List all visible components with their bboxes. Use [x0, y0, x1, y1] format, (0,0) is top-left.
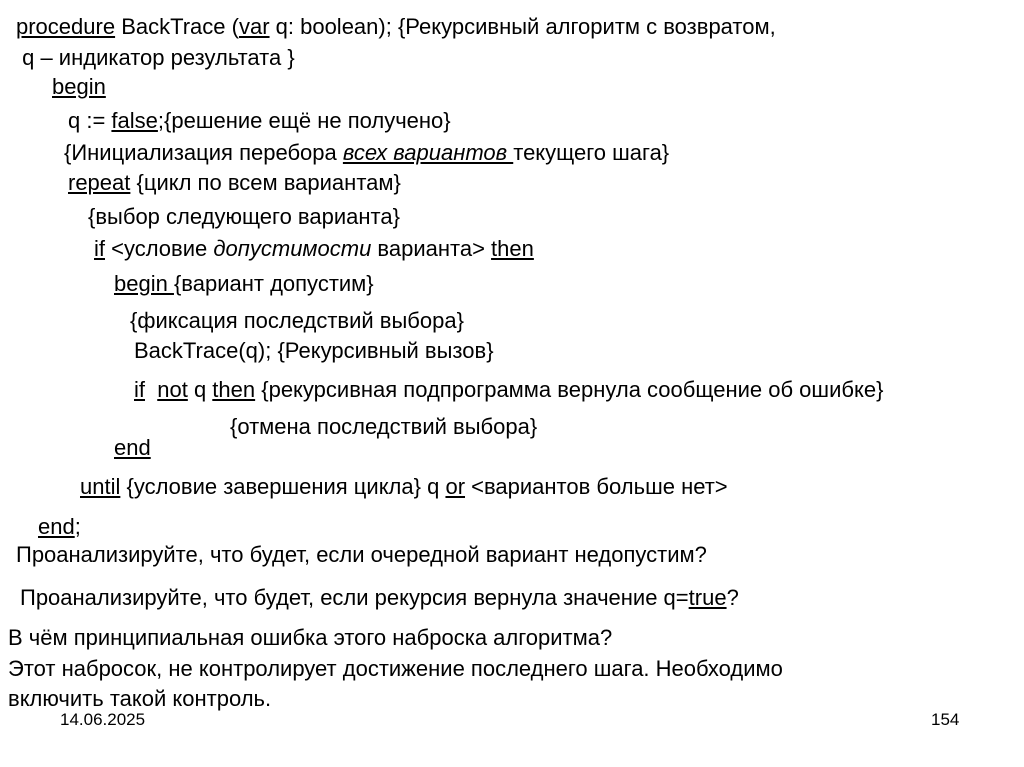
footer-date: 14.06.2025: [60, 710, 146, 729]
code-line-end: [38, 514, 81, 540]
code-line-if-not-q: [134, 377, 883, 403]
code-line-init-enum: [64, 140, 669, 166]
code-segment: ;: [74, 514, 81, 539]
code-segment: варианта>: [371, 236, 492, 261]
code-segment: {фиксация последствий выбора}: [130, 308, 464, 333]
code-segment: false: [111, 108, 158, 133]
code-segment: <условие: [105, 236, 214, 261]
code-segment: begin: [114, 271, 174, 296]
code-segment: {выбор следующего варианта}: [88, 204, 400, 229]
code-segment: q: [187, 377, 213, 402]
code-segment: if: [134, 377, 145, 402]
page-number: 154: [931, 710, 960, 729]
code-segment: BackTrace(q); {Рекурсивный вызов}: [134, 338, 494, 363]
code-line-repeat: [68, 170, 401, 196]
answer-line-2: включить такой контроль.: [8, 686, 272, 711]
code-line-inner-end: [114, 435, 151, 461]
question-invalid-variant: Проанализируйте, что будет, если очередной вариант недопустим?: [16, 542, 707, 567]
question-recursion-true: [20, 585, 739, 611]
code-line-comment-cont: [16, 45, 295, 71]
code-line-begin: [52, 74, 106, 100]
code-segment: BackTrace (: [115, 14, 239, 39]
code-segment: q – индикатор результата }: [16, 45, 295, 70]
code-line-until: [80, 474, 728, 500]
code-line-init-q: [68, 108, 451, 134]
code-segment: not: [157, 377, 188, 402]
code-segment: {Инициализация перебора: [64, 140, 343, 165]
code-segment: всех вариантов: [342, 140, 514, 165]
code-segment: or: [445, 474, 466, 499]
code-segment: until: [80, 474, 121, 499]
question-recursion-true-text: Проанализируйте, что будет, если рекурсия вернула значение q=: [20, 585, 689, 610]
code-line-procedure-header: [16, 14, 776, 40]
code-segment: <вариантов больше нет>: [465, 474, 728, 499]
code-line-choose-next: [88, 204, 400, 230]
code-segment: procedure: [16, 14, 116, 39]
code-segment: var: [238, 14, 270, 39]
code-segment: [145, 377, 157, 402]
code-segment: {отмена последствий выбора}: [230, 414, 538, 439]
code-segment: {условие завершения цикла} q: [120, 474, 446, 499]
code-line-recursive-call: [134, 338, 494, 364]
code-segment: текущего шага}: [513, 140, 670, 165]
true-keyword: true: [688, 585, 727, 610]
code-segment: {вариант допустим}: [173, 271, 374, 296]
code-line-inner-begin: [114, 271, 374, 297]
code-segment: {цикл по всем вариантам}: [130, 170, 401, 195]
code-segment: end: [114, 435, 151, 460]
code-segment: then: [491, 236, 534, 261]
answer-line-1: Этот набросок, не контролирует достижение последнего шага. Необходимо: [8, 656, 783, 681]
code-segment: if: [94, 236, 105, 261]
code-segment: ;{решение ещё не получено}: [157, 108, 451, 133]
code-segment: repeat: [68, 170, 131, 195]
question-mark: ?: [726, 585, 739, 610]
code-segment: begin: [52, 74, 106, 99]
code-segment: then: [212, 377, 256, 402]
code-line-if-condition: [94, 236, 534, 262]
code-segment: {рекурсивная подпрограмма вернула сообщение об ошибке}: [255, 377, 884, 402]
code-line-fix-consequences: [130, 308, 464, 334]
question-principal-error: В чём принципиальная ошибка этого наброска алгоритма?: [8, 625, 613, 650]
code-segment: q :=: [68, 108, 112, 133]
code-line-undo-consequences: [230, 414, 537, 440]
code-segment: допустимости: [213, 236, 372, 261]
code-segment: q: boolean); {Рекурсивный алгоритм с возвратом,: [269, 14, 776, 39]
code-segment: end: [38, 514, 75, 539]
